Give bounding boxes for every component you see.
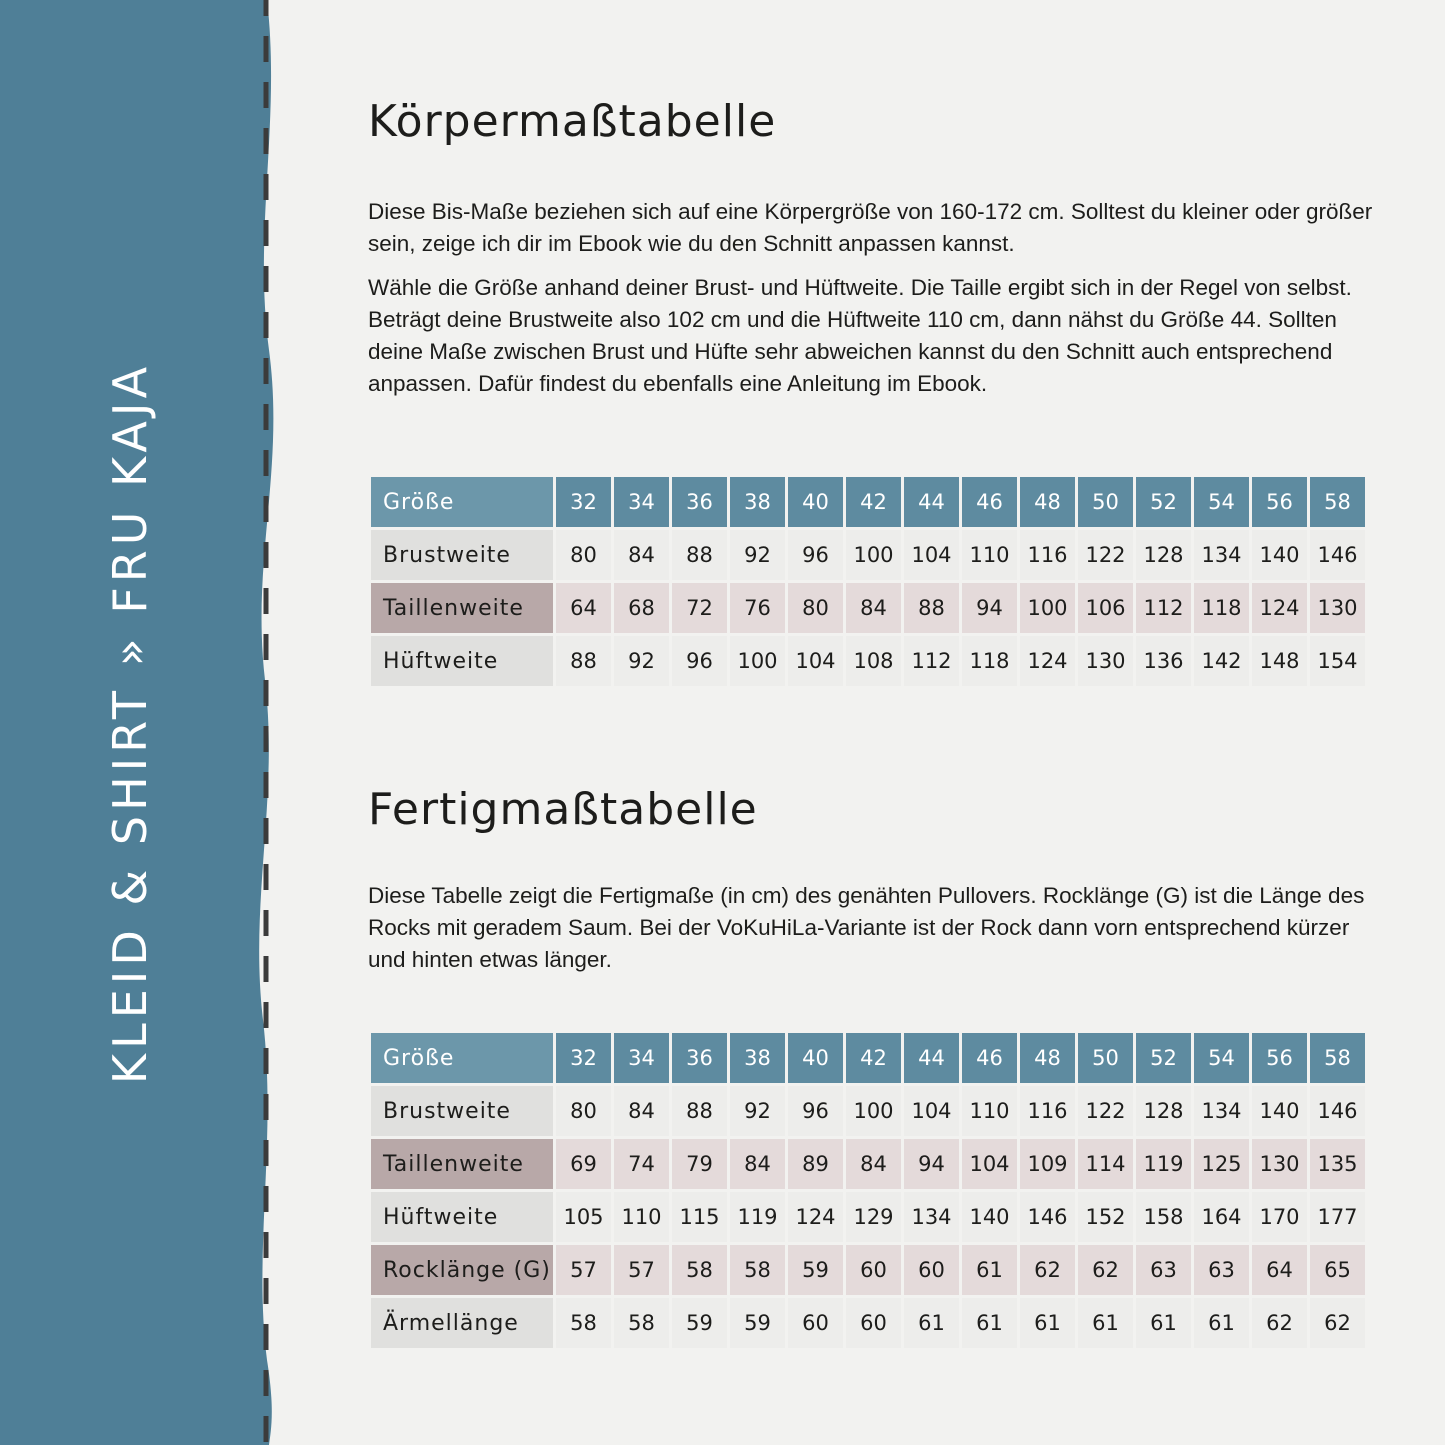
table-cell: 124 xyxy=(1020,636,1075,686)
table-cell: 65 xyxy=(1310,1245,1365,1295)
table-cell: 62 xyxy=(1078,1245,1133,1295)
table-cell: 88 xyxy=(672,530,727,580)
table-cell: 57 xyxy=(556,1245,611,1295)
column-header-size: 36 xyxy=(672,1033,727,1083)
table-cell: 118 xyxy=(962,636,1017,686)
table-cell: 154 xyxy=(1310,636,1365,686)
table-cell: 116 xyxy=(1020,530,1075,580)
table-cell: 100 xyxy=(846,1086,901,1136)
table-koerpermasse xyxy=(368,474,1368,689)
column-header-size: 34 xyxy=(614,477,669,527)
table-cell: 80 xyxy=(556,1086,611,1136)
row-label: Hüftweite xyxy=(371,1192,553,1242)
column-header-size: 32 xyxy=(556,1033,611,1083)
table-cell: 88 xyxy=(904,583,959,633)
paragraph-koerpermasse-2: Wähle die Größe anhand deiner Brust- und Hüftweite. Die Taille ergibt sich in der Regel von selbst. Beträgt deine Brustweite also 102 cm und die Hüftweite 110 cm, dann nähst du Größe 44. Sollten deine Maße zwischen Brust und Hüfte sehr abweichen kannst du den Schnitt auch entsprechend anpassen. Dafür findest du ebenfalls eine Anleitung im Ebook. xyxy=(368,275,1352,396)
table-cell: 100 xyxy=(730,636,785,686)
table-cell: 106 xyxy=(1078,583,1133,633)
table-cell: 60 xyxy=(788,1298,843,1348)
table-cell: 59 xyxy=(672,1298,727,1348)
column-header-size: 32 xyxy=(556,477,611,527)
table-cell: 62 xyxy=(1252,1298,1307,1348)
column-header-size: 46 xyxy=(962,1033,1017,1083)
table-cell: 80 xyxy=(556,530,611,580)
table-cell: 76 xyxy=(730,583,785,633)
table-cell: 158 xyxy=(1136,1192,1191,1242)
table-cell: 59 xyxy=(788,1245,843,1295)
table-row xyxy=(371,1245,1365,1295)
table-cell: 96 xyxy=(788,530,843,580)
table-cell: 60 xyxy=(846,1245,901,1295)
table-row xyxy=(371,1192,1365,1242)
paragraph-fertigmasse-1: Diese Tabelle zeigt die Fertigmaße (in cm) des genähten Pullovers. Rocklänge (G) ist die Länge des Rocks mit geradem Saum. Bei der VoKuHiLa-Variante ist der Rock dann vorn entsprechend kürzer und hinten etwas länger. xyxy=(368,883,1365,972)
table-cell: 89 xyxy=(788,1139,843,1189)
table-row xyxy=(371,1086,1365,1136)
table-fertigmasse xyxy=(368,1030,1368,1351)
column-header-size: 42 xyxy=(846,477,901,527)
table-cell: 79 xyxy=(672,1139,727,1189)
table-cell: 110 xyxy=(962,530,1017,580)
row-label: Taillenweite xyxy=(371,583,553,633)
table-cell: 125 xyxy=(1194,1139,1249,1189)
column-header-label: Größe xyxy=(371,1033,553,1083)
table-cell: 122 xyxy=(1078,530,1133,580)
table-cell: 146 xyxy=(1310,1086,1365,1136)
table-cell: 116 xyxy=(1020,1086,1075,1136)
table-cell: 92 xyxy=(730,530,785,580)
table-cell: 96 xyxy=(788,1086,843,1136)
table-cell: 60 xyxy=(846,1298,901,1348)
table-cell: 134 xyxy=(1194,1086,1249,1136)
table-cell: 130 xyxy=(1252,1139,1307,1189)
table-cell: 130 xyxy=(1078,636,1133,686)
table-cell: 170 xyxy=(1252,1192,1307,1242)
table-cell: 64 xyxy=(1252,1245,1307,1295)
table-cell: 84 xyxy=(614,530,669,580)
column-header-size: 46 xyxy=(962,477,1017,527)
column-header-size: 52 xyxy=(1136,477,1191,527)
column-header-size: 36 xyxy=(672,477,727,527)
table-cell: 118 xyxy=(1194,583,1249,633)
table-cell: 129 xyxy=(846,1192,901,1242)
table-cell: 69 xyxy=(556,1139,611,1189)
table-cell: 135 xyxy=(1310,1139,1365,1189)
column-header-size: 54 xyxy=(1194,1033,1249,1083)
table-cell: 146 xyxy=(1020,1192,1075,1242)
table-cell: 72 xyxy=(672,583,727,633)
paragraph-koerpermasse-1: Diese Bis-Maße beziehen sich auf eine Körpergröße von 160-172 cm. Solltest du kleiner oder größer sein, zeige ich dir im Ebook wie du den Schnitt anpassen kannst. xyxy=(368,199,1373,256)
table-cell: 140 xyxy=(962,1192,1017,1242)
dashed-stitch-line-icon xyxy=(262,0,270,1445)
table-cell: 61 xyxy=(1136,1298,1191,1348)
column-header-size: 44 xyxy=(904,477,959,527)
table-cell: 146 xyxy=(1310,530,1365,580)
table-cell: 152 xyxy=(1078,1192,1133,1242)
table-cell: 61 xyxy=(1020,1298,1075,1348)
row-label: Taillenweite xyxy=(371,1139,553,1189)
table-cell: 105 xyxy=(556,1192,611,1242)
decorative-side-band xyxy=(0,0,305,1445)
table-cell: 61 xyxy=(962,1298,1017,1348)
table-cell: 58 xyxy=(614,1298,669,1348)
column-header-size: 56 xyxy=(1252,1033,1307,1083)
table-cell: 68 xyxy=(614,583,669,633)
column-header-label: Größe xyxy=(371,477,553,527)
table-cell: 57 xyxy=(614,1245,669,1295)
table-cell: 112 xyxy=(1136,583,1191,633)
table-cell: 61 xyxy=(1194,1298,1249,1348)
table-cell: 134 xyxy=(904,1192,959,1242)
table-cell: 84 xyxy=(846,1139,901,1189)
table-cell: 94 xyxy=(962,583,1017,633)
table-cell: 124 xyxy=(1252,583,1307,633)
main-content xyxy=(368,0,1388,1445)
table-cell: 88 xyxy=(672,1086,727,1136)
table-cell: 63 xyxy=(1136,1245,1191,1295)
table-row xyxy=(371,583,1365,633)
table-cell: 109 xyxy=(1020,1139,1075,1189)
table-cell: 58 xyxy=(556,1298,611,1348)
table-cell: 124 xyxy=(788,1192,843,1242)
table-cell: 84 xyxy=(846,583,901,633)
table-row xyxy=(371,530,1365,580)
table-cell: 60 xyxy=(904,1245,959,1295)
table-cell: 110 xyxy=(614,1192,669,1242)
table-cell: 114 xyxy=(1078,1139,1133,1189)
table-row xyxy=(371,636,1365,686)
table-header-row xyxy=(371,477,1365,527)
table-cell: 128 xyxy=(1136,530,1191,580)
column-header-size: 42 xyxy=(846,1033,901,1083)
table-cell: 134 xyxy=(1194,530,1249,580)
table-header-row xyxy=(371,1033,1365,1083)
column-header-size: 48 xyxy=(1020,1033,1075,1083)
row-label: Rocklänge (G) xyxy=(371,1245,553,1295)
band-title xyxy=(0,0,260,1445)
table-cell: 96 xyxy=(672,636,727,686)
table-cell: 140 xyxy=(1252,530,1307,580)
table-cell: 64 xyxy=(556,583,611,633)
table-cell: 100 xyxy=(1020,583,1075,633)
column-header-size: 44 xyxy=(904,1033,959,1083)
table-cell: 108 xyxy=(846,636,901,686)
table-cell: 58 xyxy=(672,1245,727,1295)
table-cell: 84 xyxy=(730,1139,785,1189)
column-header-size: 38 xyxy=(730,1033,785,1083)
column-header-size: 48 xyxy=(1020,477,1075,527)
table-cell: 92 xyxy=(614,636,669,686)
table-cell: 88 xyxy=(556,636,611,686)
column-header-size: 40 xyxy=(788,477,843,527)
table-cell: 177 xyxy=(1310,1192,1365,1242)
table-cell: 119 xyxy=(1136,1139,1191,1189)
row-label: Brustweite xyxy=(371,1086,553,1136)
table-cell: 128 xyxy=(1136,1086,1191,1136)
column-header-size: 54 xyxy=(1194,477,1249,527)
table-cell: 61 xyxy=(904,1298,959,1348)
table-cell: 63 xyxy=(1194,1245,1249,1295)
band-title-text: KLEID & SHIRT » FRU KAJA xyxy=(103,361,157,1084)
column-header-size: 40 xyxy=(788,1033,843,1083)
table-cell: 104 xyxy=(904,1086,959,1136)
table-cell: 142 xyxy=(1194,636,1249,686)
table-cell: 110 xyxy=(962,1086,1017,1136)
table-cell: 130 xyxy=(1310,583,1365,633)
table-cell: 119 xyxy=(730,1192,785,1242)
table-row xyxy=(371,1298,1365,1348)
table-cell: 80 xyxy=(788,583,843,633)
column-header-size: 52 xyxy=(1136,1033,1191,1083)
row-label: Hüftweite xyxy=(371,636,553,686)
table-cell: 140 xyxy=(1252,1086,1307,1136)
table-cell: 112 xyxy=(904,636,959,686)
column-header-size: 50 xyxy=(1078,1033,1133,1083)
table-cell: 84 xyxy=(614,1086,669,1136)
table-cell: 74 xyxy=(614,1139,669,1189)
table-cell: 104 xyxy=(788,636,843,686)
column-header-size: 58 xyxy=(1310,1033,1365,1083)
table-cell: 115 xyxy=(672,1192,727,1242)
table-cell: 94 xyxy=(904,1139,959,1189)
table-cell: 92 xyxy=(730,1086,785,1136)
table-cell: 136 xyxy=(1136,636,1191,686)
table-cell: 104 xyxy=(962,1139,1017,1189)
table-cell: 59 xyxy=(730,1298,785,1348)
page-title-koerpermasstabelle: Körpermaßtabelle xyxy=(368,96,777,147)
table-cell: 148 xyxy=(1252,636,1307,686)
table-cell: 61 xyxy=(962,1245,1017,1295)
column-header-size: 56 xyxy=(1252,477,1307,527)
page-title-fertigmasstabelle: Fertigmaßtabelle xyxy=(368,784,758,835)
table-cell: 61 xyxy=(1078,1298,1133,1348)
table-cell: 100 xyxy=(846,530,901,580)
column-header-size: 58 xyxy=(1310,477,1365,527)
table-row xyxy=(371,1139,1365,1189)
table-cell: 104 xyxy=(904,530,959,580)
row-label: Brustweite xyxy=(371,530,553,580)
table-cell: 58 xyxy=(730,1245,785,1295)
table-cell: 164 xyxy=(1194,1192,1249,1242)
table-cell: 122 xyxy=(1078,1086,1133,1136)
column-header-size: 34 xyxy=(614,1033,669,1083)
column-header-size: 50 xyxy=(1078,477,1133,527)
table-cell: 62 xyxy=(1020,1245,1075,1295)
table-cell: 62 xyxy=(1310,1298,1365,1348)
column-header-size: 38 xyxy=(730,477,785,527)
row-label: Ärmellänge xyxy=(371,1298,553,1348)
